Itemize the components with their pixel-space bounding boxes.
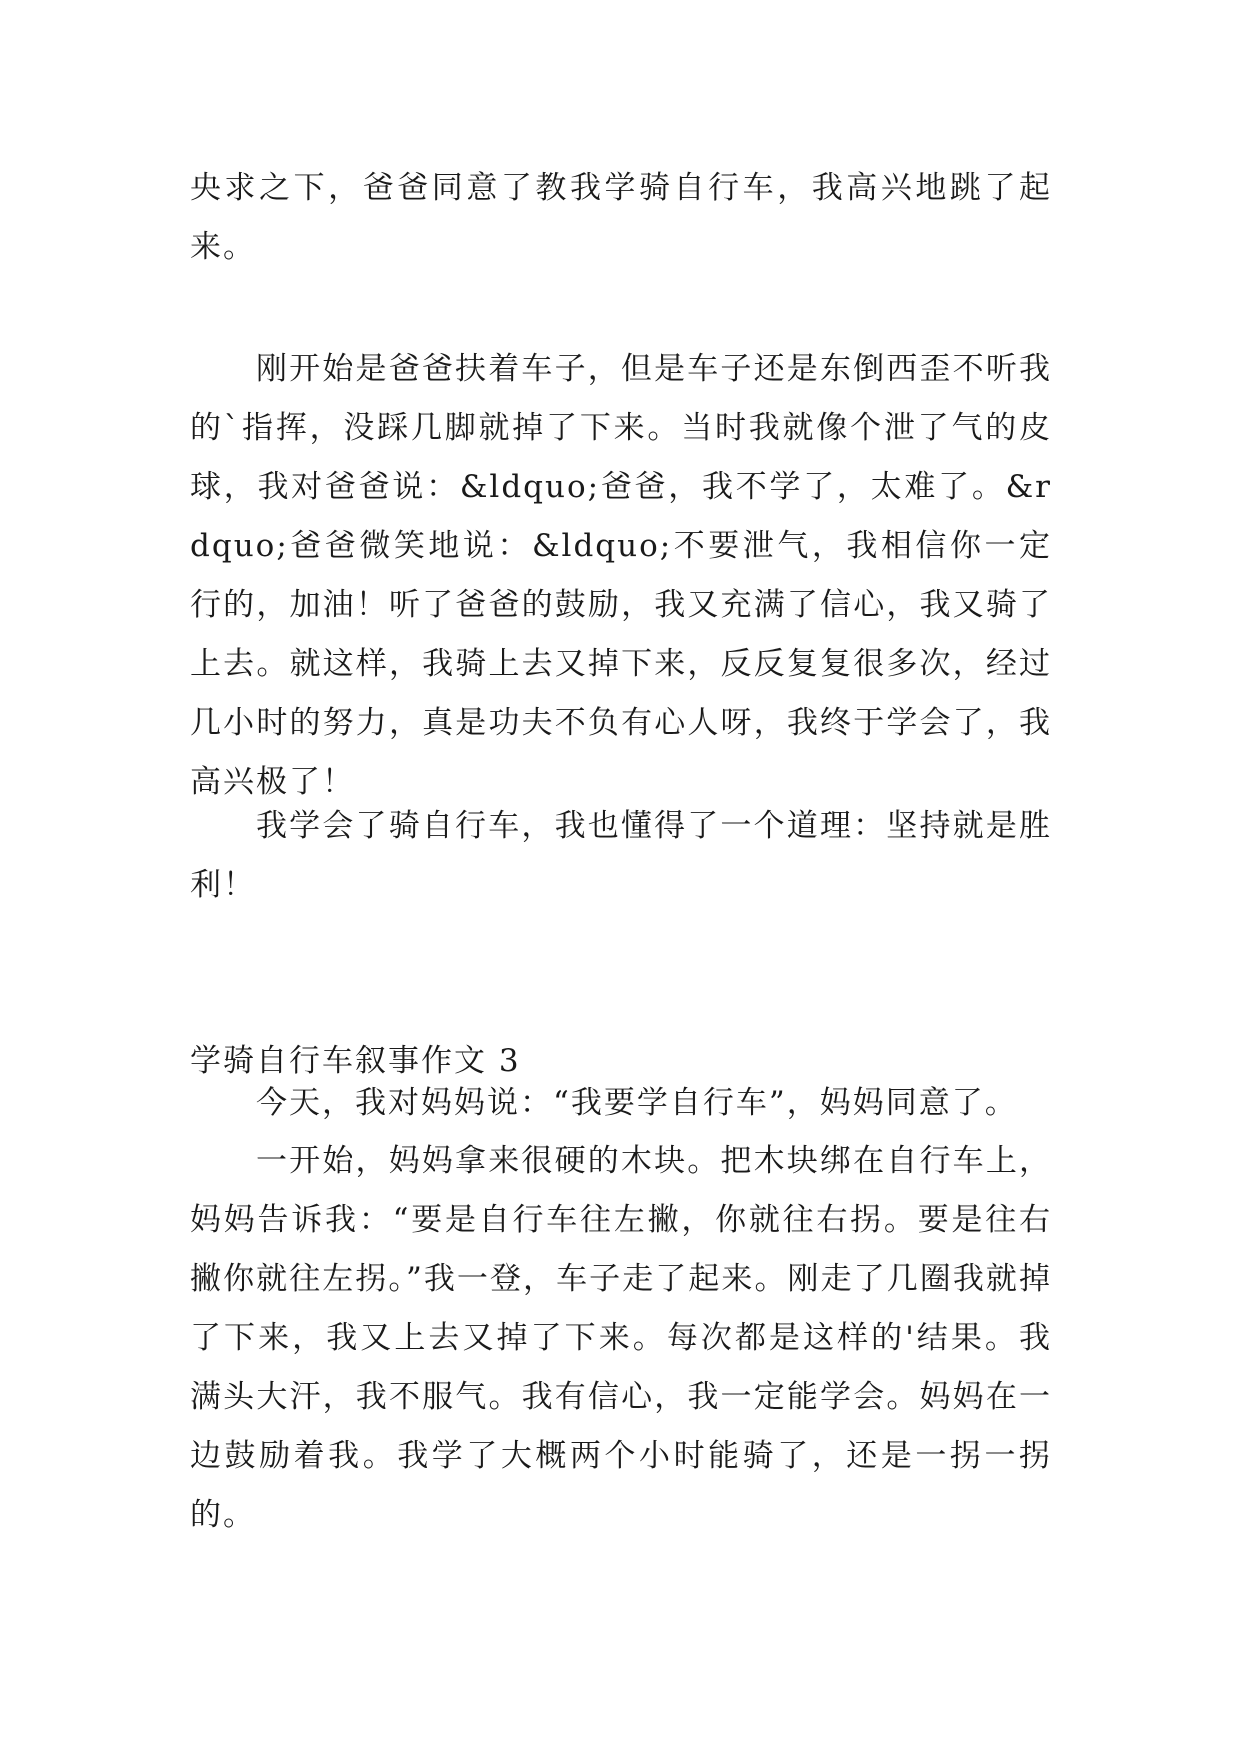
paragraph-learning-with-dad: 刚开始是爸爸扶着车子，但是车子还是东倒西歪不听我的`指挥，没踩几脚就掉了下来。当时我就像个泄了气的皮球，我对爸爸说：&ldquo;爸爸，我不学了，太难了。&rdquo;爸爸微笑地说：&ldquo;不要泄气，我相信你一定行的，加油！听了爸爸的鼓励，我又充满了信心，我又骑了上去。就这样，我骑上去又掉下来，反反复复很多次，经过几小时的努力，真是功夫不负有心人呀，我终于学会了，我高兴极了！ — [190, 351, 1052, 800]
paragraph-learning-with-mom: 一开始，妈妈拿来很硬的木块。把木块绑在自行车上，妈妈告诉我：“要是自行车往左撇，你就往右拐。要是往右撇你就往左拐。”我一登，车子走了起来。刚走了几圈我就掉了下来，我又上去又掉了下来。每次都是这样的'结果。我满头大汗，我不服气。我有信心，我一定能学会。妈妈在一边鼓励着我。我学了大概两个小时能骑了，还是一拐一拐的。 — [190, 1143, 1052, 1533]
paragraph-ask-mom: 今天，我对妈妈说：“我要学自行车”，妈妈同意了。 — [256, 1085, 1018, 1121]
paragraph-lesson-learned: 我学会了骑自行车，我也懂得了一个道理：坚持就是胜利！ — [190, 808, 1052, 903]
section-title: 学骑自行车叙事作文 3 — [190, 1043, 521, 1079]
paragraph-continuation: 央求之下，爸爸同意了教我学骑自行车，我高兴地跳了起来。 — [190, 170, 1052, 265]
